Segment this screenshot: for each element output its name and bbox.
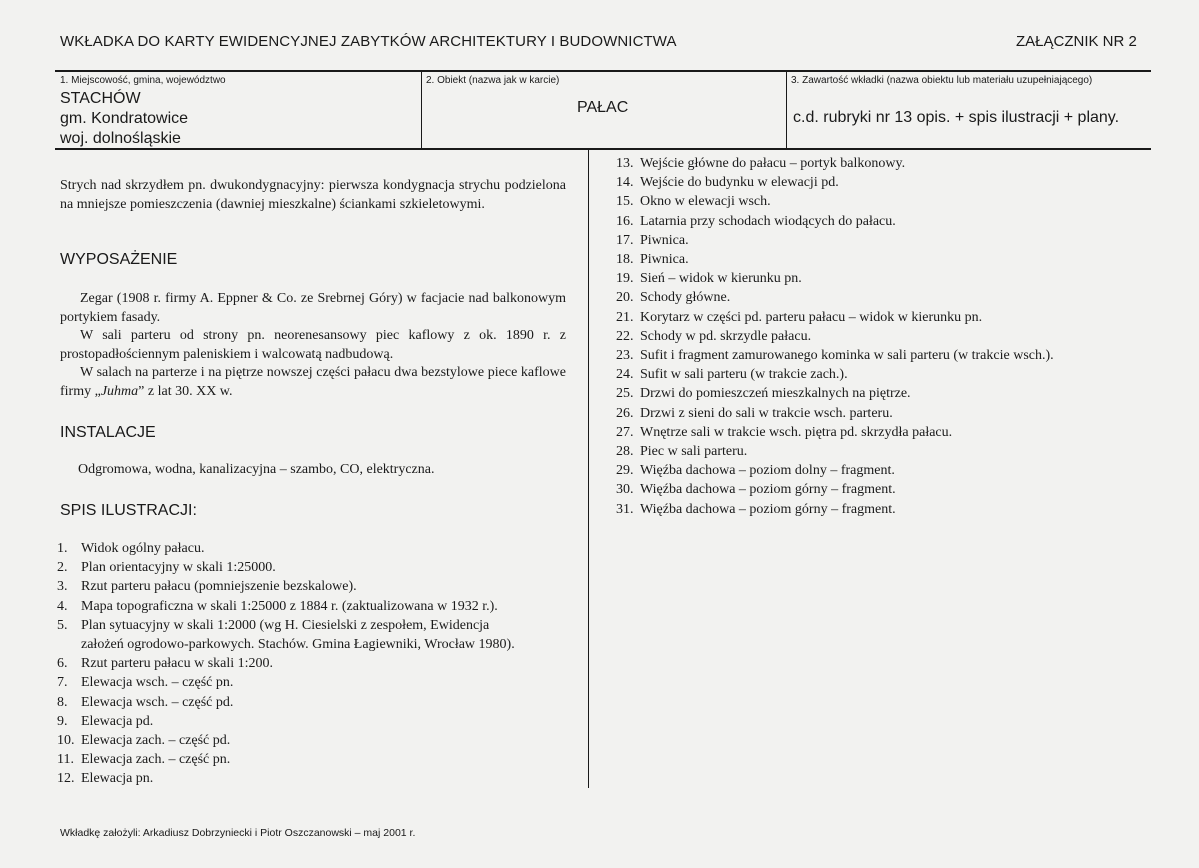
illustration-text: Wejście główne do pałacu – portyk balkonowy. <box>640 156 906 171</box>
illustration-number: 13. <box>616 156 634 171</box>
illustration-text: Widok ogólny pałacu. <box>81 541 205 556</box>
illustration-item <box>57 539 515 558</box>
illustration-number: 6. <box>57 656 68 672</box>
illustration-number: 7. <box>57 675 68 691</box>
box-divider-2 <box>786 72 787 148</box>
illustration-number: 16. <box>616 213 634 229</box>
object-label: 2. Obiekt (nazwa jak w karcie) <box>426 75 560 86</box>
equipment-paragraph: W sali parteru od strony pn. neorenesansowy piec kaflowy z ok. 1890 r. z prostopadłościennym paleniskiem i walcowatą nadbudową. <box>60 328 566 362</box>
illustration-number: 28. <box>616 444 634 460</box>
illustration-item <box>616 212 1054 231</box>
illustration-text: Więźba dachowa – poziom górny – fragment. <box>640 482 896 498</box>
illustration-item <box>616 308 1054 327</box>
illustration-number: 11. <box>57 752 74 768</box>
illustration-item <box>616 423 1054 442</box>
installations-heading: INSTALACJE <box>60 424 156 441</box>
illustration-item <box>57 693 515 712</box>
location-line: gm. Kondratowice <box>60 110 189 127</box>
illustration-number: 17. <box>616 232 634 248</box>
illustration-text-continued: założeń ogrodowo-parkowych. Stachów. Gmina Łagiewniki, Wrocław 1980). <box>81 637 515 653</box>
equipment-paragraph: Zegar (1908 r. firmy A. Eppner & Co. ze Srebrnej Góry) w facjacie nad balkonowym portykiem fasady. <box>60 291 566 325</box>
illustration-number: 3. <box>57 579 68 595</box>
illustration-text: Piec w sali parteru. <box>640 444 748 460</box>
illustration-text: Drzwi do pomieszczeń mieszkalnych na piętrze. <box>640 386 911 402</box>
illustration-item <box>616 192 1054 211</box>
illustration-text: Sufit w sali parteru (w trakcie zach.). <box>640 367 848 383</box>
illustration-number: 14. <box>616 175 634 191</box>
illustration-text: Więźba dachowa – poziom dolny – fragment. <box>640 463 895 479</box>
location-line: woj. dolnośląskie <box>60 130 181 147</box>
illustration-item <box>616 442 1054 461</box>
illustration-number: 5. <box>57 617 68 633</box>
illustration-text: Elewacja wsch. – część pd. <box>81 694 234 710</box>
illustration-item <box>616 384 1054 403</box>
illustration-number: 31. <box>616 501 634 517</box>
equipment-text <box>60 290 566 401</box>
illustration-item <box>616 154 1054 173</box>
illustration-number: 27. <box>616 424 634 440</box>
intro-paragraph <box>60 177 566 214</box>
illustration-item <box>57 750 515 769</box>
illustration-number: 1. <box>57 541 68 556</box>
illustration-item <box>616 461 1054 480</box>
illustration-number: 19. <box>616 271 634 287</box>
illustration-item <box>616 404 1054 423</box>
location-value <box>60 89 188 149</box>
illustration-item <box>57 769 515 788</box>
illustration-item <box>616 327 1054 346</box>
illustration-number: 2. <box>57 560 68 576</box>
box-divider-1 <box>421 72 422 148</box>
illustration-item <box>616 173 1054 192</box>
location-line: STACHÓW <box>60 90 141 107</box>
illustration-number: 15. <box>616 194 634 210</box>
illustration-item <box>616 269 1054 288</box>
illustration-item <box>616 250 1054 269</box>
illustration-text: Drzwi z sieni do sali w trakcie wsch. parteru. <box>640 405 893 421</box>
illustration-number: 9. <box>57 713 68 729</box>
intro-text: Strych nad skrzydłem pn. dwukondygnacyjny: pierwsza kondygnacja strychu podzielona na mniejsze pomieszczenia (dawniej mieszkalne) ściankami szkieletowymi. <box>60 178 566 212</box>
column-divider <box>588 150 589 788</box>
illustration-item <box>57 654 515 673</box>
illustration-number: 8. <box>57 694 68 710</box>
illustration-text: Elewacja wsch. – część pn. <box>81 675 234 691</box>
illustration-text: Wnętrze sali w trakcie wsch. piętra pd. skrzydła pałacu. <box>640 424 953 440</box>
illustration-item <box>57 558 515 577</box>
illustration-text: Sień – widok w kierunku pn. <box>640 271 802 287</box>
illustration-number: 21. <box>616 309 634 325</box>
object-value: PAŁAC <box>577 99 629 116</box>
illustration-number: 24. <box>616 367 634 383</box>
illustration-text: Więźba dachowa – poziom górny – fragment. <box>640 501 896 517</box>
illustration-number: 20. <box>616 290 634 306</box>
equipment-heading: WYPOSAŻENIE <box>60 251 178 268</box>
illustration-text: Mapa topograficzna w skali 1:25000 z 1884 r. (zaktualizowana w 1932 r.). <box>81 598 498 614</box>
illustration-item <box>57 712 515 731</box>
illustration-text: Schody główne. <box>640 290 731 306</box>
illustration-text: Elewacja zach. – część pn. <box>81 752 231 768</box>
illustration-text: Schody w pd. skrzydle pałacu. <box>640 328 812 344</box>
installations-text: Odgromowa, wodna, kanalizacyjna – szambo, CO, elektryczna. <box>78 462 435 477</box>
location-label: 1. Miejscowość, gmina, województwo <box>60 75 226 86</box>
illustration-item <box>57 731 515 750</box>
illustration-item <box>616 288 1054 307</box>
footer-authors: Wkładkę założyli: Arkadiusz Dobrzyniecki i Piotr Oszczanowski – maj 2001 r. <box>60 827 416 839</box>
illustration-text: Latarnia przy schodach wiodących do pałacu. <box>640 213 896 229</box>
illustration-text: Plan orientacyjny w skali 1:25000. <box>81 560 276 576</box>
top-rule <box>55 70 1151 72</box>
contents-label: 3. Zawartość wkładki (nazwa obiektu lub materiału uzupełniającego) <box>791 75 1093 86</box>
illustration-text: Piwnica. <box>640 252 689 268</box>
illustration-text: Korytarz w części pd. parteru pałacu – widok w kierunku pn. <box>640 309 983 325</box>
illustration-number: 10. <box>57 733 75 749</box>
illustration-item <box>57 597 515 616</box>
illustration-number: 18. <box>616 252 634 268</box>
illustration-text: Elewacja pn. <box>81 771 154 787</box>
illustration-number: 25. <box>616 386 634 402</box>
annex-label: ZAŁĄCZNIK NR 2 <box>1016 33 1137 50</box>
illustration-number: 4. <box>57 598 68 614</box>
illustration-text: Piwnica. <box>640 232 689 248</box>
illustration-number: 23. <box>616 348 634 364</box>
illustration-text: Sufit i fragment zamurowanego kominka w sali parteru (w trakcie wsch.). <box>640 348 1054 364</box>
illustration-number: 30. <box>616 482 634 498</box>
illustration-text: Okno w elewacji wsch. <box>640 194 771 210</box>
illustration-number: 29. <box>616 463 634 479</box>
illustrations-heading: SPIS ILUSTRACJI: <box>60 502 197 519</box>
illustration-item <box>616 231 1054 250</box>
illustrations-list-left <box>57 539 515 789</box>
illustration-item <box>616 346 1054 365</box>
illustration-item <box>616 365 1054 384</box>
illustrations-list-right <box>616 154 1054 519</box>
illustration-number: 12. <box>57 771 75 787</box>
box-bottom-rule <box>55 148 1151 150</box>
illustration-item <box>57 616 515 654</box>
illustration-text: Elewacja pd. <box>81 713 154 729</box>
document-title: WKŁADKA DO KARTY EWIDENCYJNEJ ZABYTKÓW ARCHITEKTURY I BUDOWNICTWA <box>60 33 677 50</box>
equipment-paragraph <box>60 364 566 401</box>
illustration-item <box>57 673 515 692</box>
illustration-text: Rzut parteru pałacu w skali 1:200. <box>81 656 274 672</box>
illustration-text: Wejście do budynku w elewacji pd. <box>640 175 839 191</box>
illustration-item <box>616 500 1054 519</box>
contents-value: c.d. rubryki nr 13 opis. + spis ilustracji + plany. <box>793 109 1120 126</box>
illustration-number: 22. <box>616 328 634 344</box>
illustration-item <box>616 480 1054 499</box>
illustration-number: 26. <box>616 405 634 421</box>
illustration-text: Rzut parteru pałacu (pomniejszenie bezskalowe). <box>81 579 357 595</box>
illustration-item <box>57 577 515 596</box>
equipment-paragraph-text: W salach na parterze i na piętrze nowszej części pałacu dwa bezstylowe piece kaflowe firmy „Juhma” z lat 30. XX w. <box>60 365 566 399</box>
illustration-text: Plan sytuacyjny w skali 1:2000 (wg H. Ciesielski z zespołem, Ewidencja <box>81 617 490 633</box>
illustration-text: Elewacja zach. – część pd. <box>81 733 231 749</box>
